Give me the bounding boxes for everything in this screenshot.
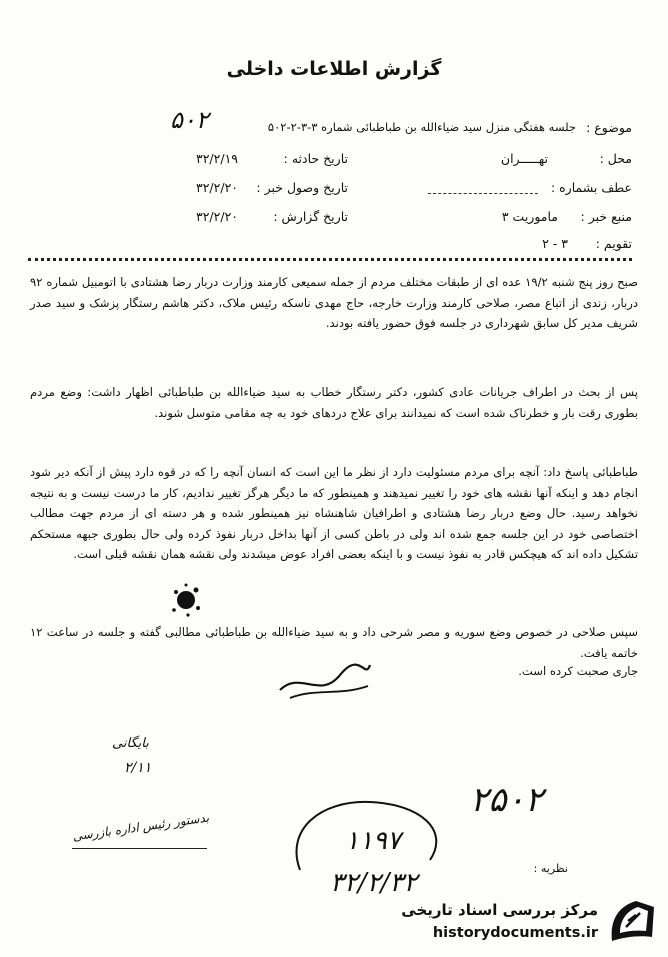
history-documents-logo xyxy=(390,895,660,951)
receipt-date-label: تاریخ وصول خبر : xyxy=(256,180,348,195)
subject-label: موضوع : xyxy=(586,120,632,135)
ref-blank-line xyxy=(428,193,538,194)
body-paragraph-3: طباطبائی پاسخ داد: آنچه برای مردم مسئولیت دارد از نظر ما این است که انسان آنچه را که در قوه دارد پیش از آنکه دیر شود انجام دهد و اینکه آنها نقشه های خود را تغییر نمیدهند و همینطور که ما دیگر هرگز تغییر ندادیم، کار ما درست نیست و به نتیجه نخواهد رسید. حال وضع دربار رضا هشتادی و اطرافیان شاهنشاه نیز همینطور شده و هر دسته ای از مردم جهت مطالب اختصاصی خود در این جلسه جمع شده اند ولی در باطن کسی از آنها بداخل دربار نفوذ کرده ولی حال بطوری جبهه مستحکم تشکیل داده اند که هیچکس قادر به نفوذ نیست و با اینکه بعضی افراد عوض میشدند ولی نقشه همان نقشه قبلی است. xyxy=(30,465,638,561)
logo-title: مرکز بررسی اسناد تاریخی xyxy=(401,901,598,919)
incident-date-label: تاریخ حادثه : xyxy=(283,151,348,166)
location-value: تهـــــران xyxy=(500,151,548,166)
margin-note-left: بدستور رئیس اداره بازرسی xyxy=(71,810,210,844)
source-label: منبع خبر : xyxy=(580,209,632,224)
ink-blot xyxy=(166,580,206,620)
receipt-date-value: ۳۲/۲/۲۰ xyxy=(196,180,238,195)
body-paragraph-1: صبح روز پنج شنبه ۱۹/۲ عده ای از طبقات مختلف مردم از جمله سمیعی کارمند وزارت دربار رضا هشتادی با اتومبیل شماره ۹۲ دربار، زندی از اتباع مصر، صلاحی کارمند وزارت خارجه، حاج مهدی ناسکه رئیس ملاک، دکتر هاشم رستگار پزشک و سید صدر شریف مدیر کل سابق شهرداری در جلسه فوق حضور یافته بودند. xyxy=(30,275,638,330)
bottom-date: ۳۲/۲/۳۲ xyxy=(330,868,418,898)
body-paragraph-2: پس از بحث در اطراف جریانات عادی کشور، دکتر رستگار خطاب به سید ضیاءالله بن طباطبائی اظهار داشت: وضع مردم بطوری رقت بار و خطرناک شده است که نمیدانند برای علاج دردهای خود به چه مقامی متوسل شوند. xyxy=(30,385,638,420)
reference-number: ۱۱۹۷ xyxy=(345,826,401,856)
report-date-label: تاریخ گزارش : xyxy=(273,209,348,224)
margin-numbers: ۲/۱۱ xyxy=(124,760,152,776)
incident-date-value: ۳۲/۲/۱۹ xyxy=(196,151,238,166)
document-number: ۵۰۲ xyxy=(170,106,209,134)
evaluation-label: تقویم : xyxy=(595,236,632,251)
margin-underline xyxy=(72,848,207,849)
circle-mark xyxy=(280,790,460,880)
body-paragraph-4: سپس صلاحی در خصوص وضع سوریه و مصر شرحی داد و به سید ضیاءالله بن طباطبائی مطالبی گفته و جلسه در ساعت ۱۲ خاتمه یافت. xyxy=(30,625,638,660)
margin-archive-note: بایگانی xyxy=(112,736,149,751)
evaluation-value: ۳ - ۲ xyxy=(542,236,568,251)
ref-label: عطف بشماره : xyxy=(550,180,632,195)
document-archive-icon xyxy=(606,897,660,949)
report-date-value: ۳۲/۲/۲۰ xyxy=(196,209,238,224)
location-label: محل : xyxy=(599,151,632,166)
signature-mark xyxy=(270,650,380,705)
closing-text: جاری صحبت کرده است. xyxy=(518,664,638,678)
opinion-label: نظریه : xyxy=(533,862,568,875)
document-title: گزارش اطلاعات داخلی xyxy=(226,58,442,80)
document-number-bottom: ۲۵۰۲ xyxy=(470,780,544,820)
logo-url: historydocuments.ir xyxy=(432,925,598,941)
dotted-separator xyxy=(28,258,632,261)
source-value: ماموریت ۳ xyxy=(501,209,558,224)
subject-text: جلسه هفتگی منزل سید ضیاءالله بن طباطبائی شماره ۳-۳-۲-۵۰۲ xyxy=(267,120,576,134)
